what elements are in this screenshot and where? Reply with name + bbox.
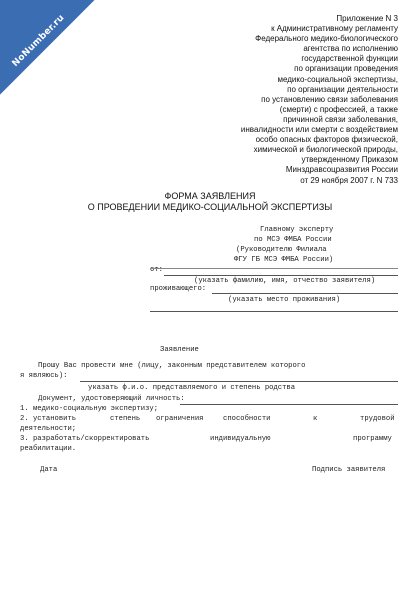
representative-hint: указать ф.и.о. представляемого и степень родства [88, 384, 296, 392]
appendix-line: Минздравсоцразвития России [285, 165, 398, 175]
signature-label: Подпись заявителя [312, 466, 386, 474]
item-3-line2: реабилитации. [20, 445, 77, 453]
addressee-line1: Главному эксперту [260, 226, 334, 234]
item-2-word: степень [110, 415, 141, 423]
addressee-line4: ФГУ ГБ МСЭ ФМБА России) [234, 256, 334, 264]
appendix-line: Федерального медико-биологического [255, 34, 398, 44]
appendix-line: причинной связи заболевания, [283, 114, 398, 124]
top-rule [150, 268, 398, 269]
form-title [80, 191, 340, 212]
name-field-line [164, 275, 398, 276]
item-2-word: 2. установить [20, 415, 77, 423]
appendix-line: утвержденному Приказом [301, 155, 398, 165]
appendix-line: особо опасных факторов физической, [255, 135, 398, 145]
item-3-word: индивидуальную [210, 435, 271, 443]
watermark-text: NoNumber.ru [10, 12, 67, 70]
appendix-line: инвалидности или смерти с воздействием [240, 125, 398, 135]
address-field-line-2 [150, 311, 398, 312]
appendix-line: Приложение N 3 [336, 14, 398, 23]
appendix-line: (смерти) с профессией, а также [279, 104, 398, 114]
request-line2: я являюсь): [20, 372, 68, 380]
appendix-line: химической и биологической природы, [253, 145, 398, 155]
appendix-line: медико-социальной экспертизы, [277, 74, 398, 84]
name-hint: (указать фамилию, имя, отчество заявителя) [194, 277, 376, 285]
item-2-word: ограничения [156, 415, 204, 423]
appendix-line: по установлению связи заболевания [261, 94, 398, 104]
residing-label: проживающего: [150, 285, 207, 293]
form-title-line1: ФОРМА ЗАЯВЛЕНИЯ [164, 191, 256, 201]
appendix-line: от 29 ноября 2007 г. N 733 [300, 175, 398, 185]
form-title-line2: О ПРОВЕДЕНИИ МЕДИКО-СОЦИАЛЬНОЙ ЭКСПЕРТИЗЫ [87, 201, 333, 212]
request-line1: Прошу Вас провести мне (лицу, законным представителем которого [38, 362, 306, 370]
from-label: от: [150, 266, 163, 274]
id-document-label: Документ, удостоверяющий личность: [38, 395, 185, 403]
item-1: 1. медико-социальную экспертизу; [20, 405, 159, 413]
appendix-header [178, 14, 398, 186]
item-2-word: к [313, 415, 318, 423]
application-heading: Заявление [160, 346, 199, 354]
date-label: Дата [40, 466, 58, 474]
appendix-line: по организации проведения [294, 64, 398, 74]
item-3-word: программу [353, 435, 392, 443]
appendix-line: государственной функции [301, 54, 398, 64]
appendix-line: по организации деятельности [287, 84, 398, 94]
addressee-line3: (Руководителю Филиала [236, 246, 327, 254]
addressee-line2: по МСЭ ФМБА России [254, 236, 332, 244]
address-field-line [212, 293, 398, 294]
appendix-line: агентства по исполнению [303, 44, 398, 54]
address-hint: (указать место проживания) [228, 296, 341, 304]
item-2-word: способности [223, 415, 271, 423]
id-document-field-line [180, 404, 398, 405]
appendix-line: к Административному регламенту [271, 24, 398, 34]
item-2-word: трудовой [360, 415, 395, 423]
item-3-word: 3. разработать/скорректировать [20, 435, 150, 443]
representative-field-line [80, 381, 398, 382]
item-2-line2: деятельности; [20, 425, 77, 433]
